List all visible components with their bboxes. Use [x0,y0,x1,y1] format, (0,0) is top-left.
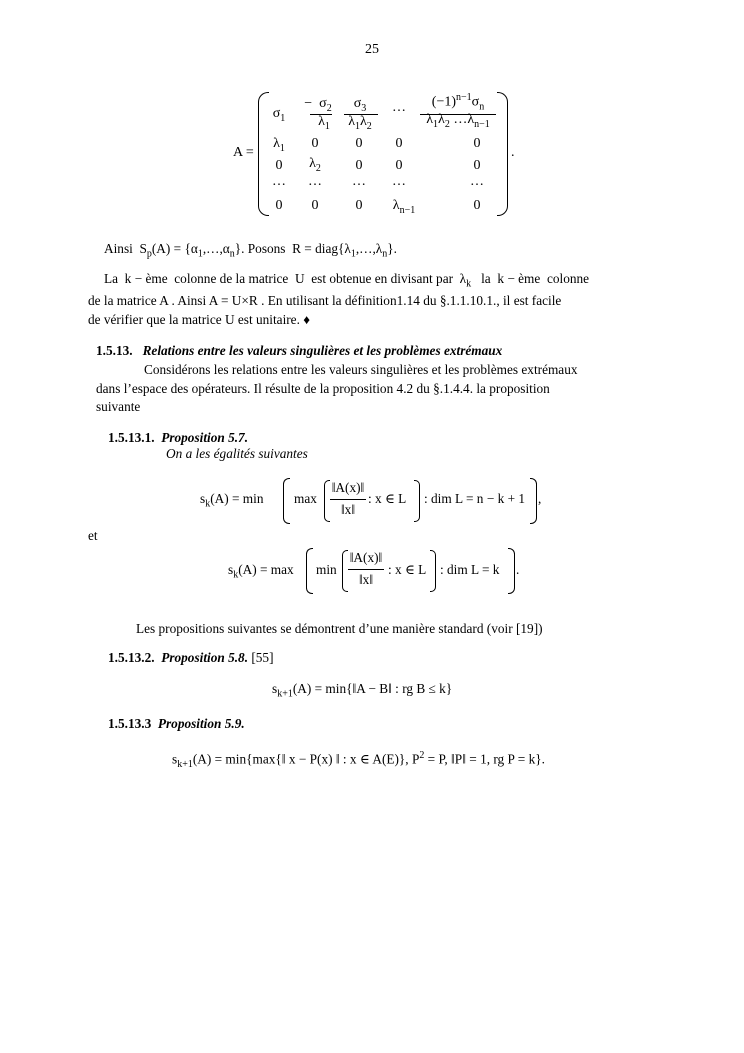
matrix-r5c5: 0 [473,198,481,213]
prop57-title: Proposition 5.7. [161,430,249,445]
para1-line3: de la matrice A . Ainsi A = U×R . En utilisant la définition1.14 du §.1.1.10.1., il est facile [88,293,562,308]
page-number: 25 [365,42,379,57]
matrix-lhs: A = [233,145,254,160]
formula2-cond: : x ∈ L [388,562,427,577]
section-title: Relations entre les valeurs singulières et les problèmes extrémaux [142,343,503,358]
matrix-r1c2: − $\sigma_2$ $\lambda_1$ [304,96,332,132]
prop58-number: 1.5.13.2. [108,650,155,665]
prop57-number: 1.5.13.1. [108,430,155,445]
matrix-r2c3: 0 [355,136,363,151]
et-word: et [88,528,98,543]
formula2-min: min [316,562,337,577]
matrix-r2c5: 0 [473,136,481,151]
formula2-left: $s_k(A) = \max$ [228,562,294,581]
formula1-right: : dim L = n − k + 1 [424,491,526,506]
prop57-intro: On a les égalités suivantes [166,446,308,461]
formula2-right: : dim L = k [440,562,500,577]
formula2-numerator: ‖A(x)‖ [349,550,383,565]
matrix-r3c5: 0 [473,158,481,173]
formula1-numerator: ‖A(x)‖ [331,480,365,495]
prop59-formula: $s_{k+1}(A)$ = min{max{‖ x − P(x) ‖ : x ∈ A(E)}, $P^2 = P$, ‖P‖ = 1, rg P = k}. [172,750,545,771]
section-heading [96,343,502,359]
matrix-r1c5: $(-1)^{n-1}\sigma_n$ $\lambda_1\lambda_2$ $\dots\lambda_{n-1}$ [426,92,490,131]
standard-text: Les propositions suivantes se démontrent d’une manière standard (voir [19]) [136,621,543,636]
prop58-formula: $s_{k+1}(A)$ = min{‖A − B‖ : rg B ≤ k} [272,681,453,700]
matrix-r2c1: $\lambda_1$ [273,136,285,154]
matrix-A [258,92,508,214]
matrix-r4c2: … [308,174,322,189]
section-line1: Considérons les relations entre les valeurs singulières et les problèmes extrémaux [144,362,578,377]
matrix-end: . [511,145,515,160]
matrix-r5c3: 0 [355,198,363,213]
matrix-r4c3: … [352,174,366,189]
matrix-r4c1: … [272,174,286,189]
formula2-denominator: ‖x‖ [358,572,374,587]
matrix-r1c3: $\sigma_3$ $\lambda_1\lambda_2$ [348,96,372,132]
matrix-r2c2: 0 [311,136,319,151]
formula2-end: . [516,562,520,577]
matrix-r4c5: … [470,174,484,189]
matrix-r5c4: $\lambda_{n-1}$ [392,198,416,216]
prop58-heading [108,650,274,666]
matrix-r5c1: 0 [275,198,283,213]
prop58-ref: [55] [251,650,274,665]
formula1-left: $s_k(A) = \min$ [200,491,264,510]
prop59-title: Proposition 5.9. [157,716,245,731]
matrix-r4c4: … [392,174,406,189]
formula1-cond: : x ∈ L [368,491,407,506]
matrix-r1c4: … [392,100,406,115]
prop59-heading [108,716,245,732]
formula1-max: max [294,491,317,506]
prop57-heading [108,430,248,446]
prop58-title: Proposition 5.8. [161,650,249,665]
prop59-number: 1.5.13.3 [108,716,152,731]
matrix-r1c1: $\sigma_1$ [272,106,286,124]
matrix-r3c3: 0 [355,158,363,173]
matrix-r3c1: 0 [275,158,283,173]
matrix-r2c4: 0 [395,136,403,151]
formula1-end: , [538,491,542,506]
matrix-r3c2: $\lambda_2$ [309,156,321,174]
matrix-r5c2: 0 [311,198,319,213]
section-line3: suivante [96,399,141,414]
para1-line2: La k − ème colonne de la matrice U est obtenue en divisant par $\lambda_k$ la k − ème colonne [104,271,590,290]
para1-line4: de vérifier que la matrice U est unitaire. ♦ [88,312,311,327]
section-line2: dans l’espace des opérateurs. Il résulte de la proposition 4.2 du §.1.4.4. la proposition [96,381,550,396]
matrix-r3c4: 0 [395,158,403,173]
formula1-denominator: ‖x‖ [340,502,356,517]
ainsi-line: Ainsi $S_p(A)$ = $\{\alpha_1,\dots,\alpha_n\}$. Posons $R = diag\{\lambda_1,\dots,\lambda_n\}$. [104,241,397,260]
section-number: 1.5.13. [96,343,133,358]
